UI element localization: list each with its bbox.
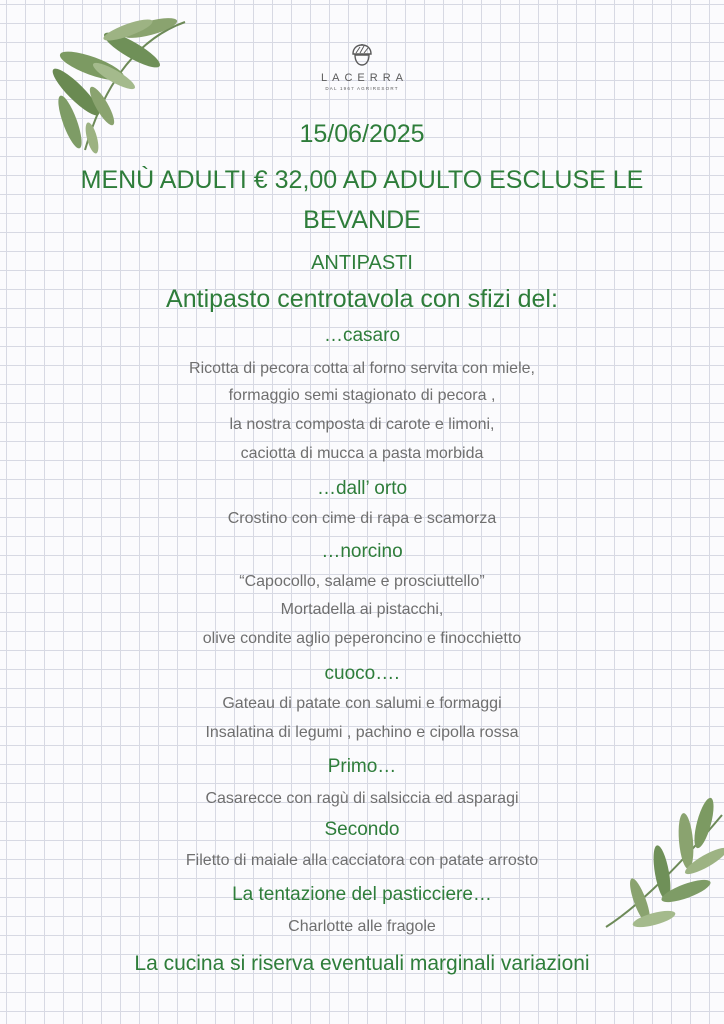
menu-item: la nostra composta di carote e limoni,: [229, 416, 495, 433]
menu-title: MENÙ ADULTI € 32,00 AD ADULTO ESCLUSE LE: [80, 166, 644, 194]
norcino-heading: …norcino: [321, 541, 403, 562]
menu-item: Filetto di maiale alla cacciatora con patate arrosto: [185, 852, 539, 869]
casaro-heading: …casaro: [323, 325, 401, 346]
brand-subtitle: DAL 1967 AGRIRESORT: [325, 86, 399, 91]
antipasto-heading: Antipasto centrotavola con sfizi del:: [166, 285, 558, 313]
primo-heading: Primo…: [327, 756, 397, 777]
orto-heading: …dall’ orto: [316, 478, 408, 499]
menu-item: Ricotta di pecora cotta al forno servita con miele,: [189, 360, 535, 377]
menu-item: Insalatina di legumi , pachino e cipolla rossa: [205, 724, 519, 741]
menu-item: Charlotte alle fragole: [288, 918, 436, 935]
menu-item: formaggio semi stagionato di pecora ,: [228, 387, 496, 404]
menu-item: “Capocollo, salame e prosciuttello”: [239, 573, 485, 590]
cuoco-heading: cuoco….: [324, 663, 400, 684]
menu-item: olive condite aglio peperoncino e finocchietto: [202, 630, 522, 647]
logo: [0, 44, 724, 91]
secondo-heading: Secondo: [324, 819, 400, 840]
footer-note: La cucina si riserva eventuali marginali variazioni: [134, 952, 590, 975]
menu-item: Mortadella ai pistacchi,: [280, 601, 444, 618]
menu-item: Gateau di patate con salumi e formaggi: [222, 695, 502, 712]
menu-item: caciotta di mucca a pasta morbida: [240, 445, 484, 462]
section-heading-antipasti: ANTIPASTI: [311, 252, 413, 274]
menu-title-continued: BEVANDE: [303, 206, 421, 234]
acorn-logo-icon: [351, 44, 373, 66]
brand-name: LACERRA: [321, 72, 408, 84]
menu-item: Casarecce con ragù di salsiccia ed asparagi: [205, 790, 519, 807]
dolce-heading: La tentazione del pasticciere…: [232, 884, 492, 905]
menu-date: 15/06/2025: [299, 120, 425, 148]
menu-item: Crostino con cime di rapa e scamorza: [227, 510, 497, 527]
